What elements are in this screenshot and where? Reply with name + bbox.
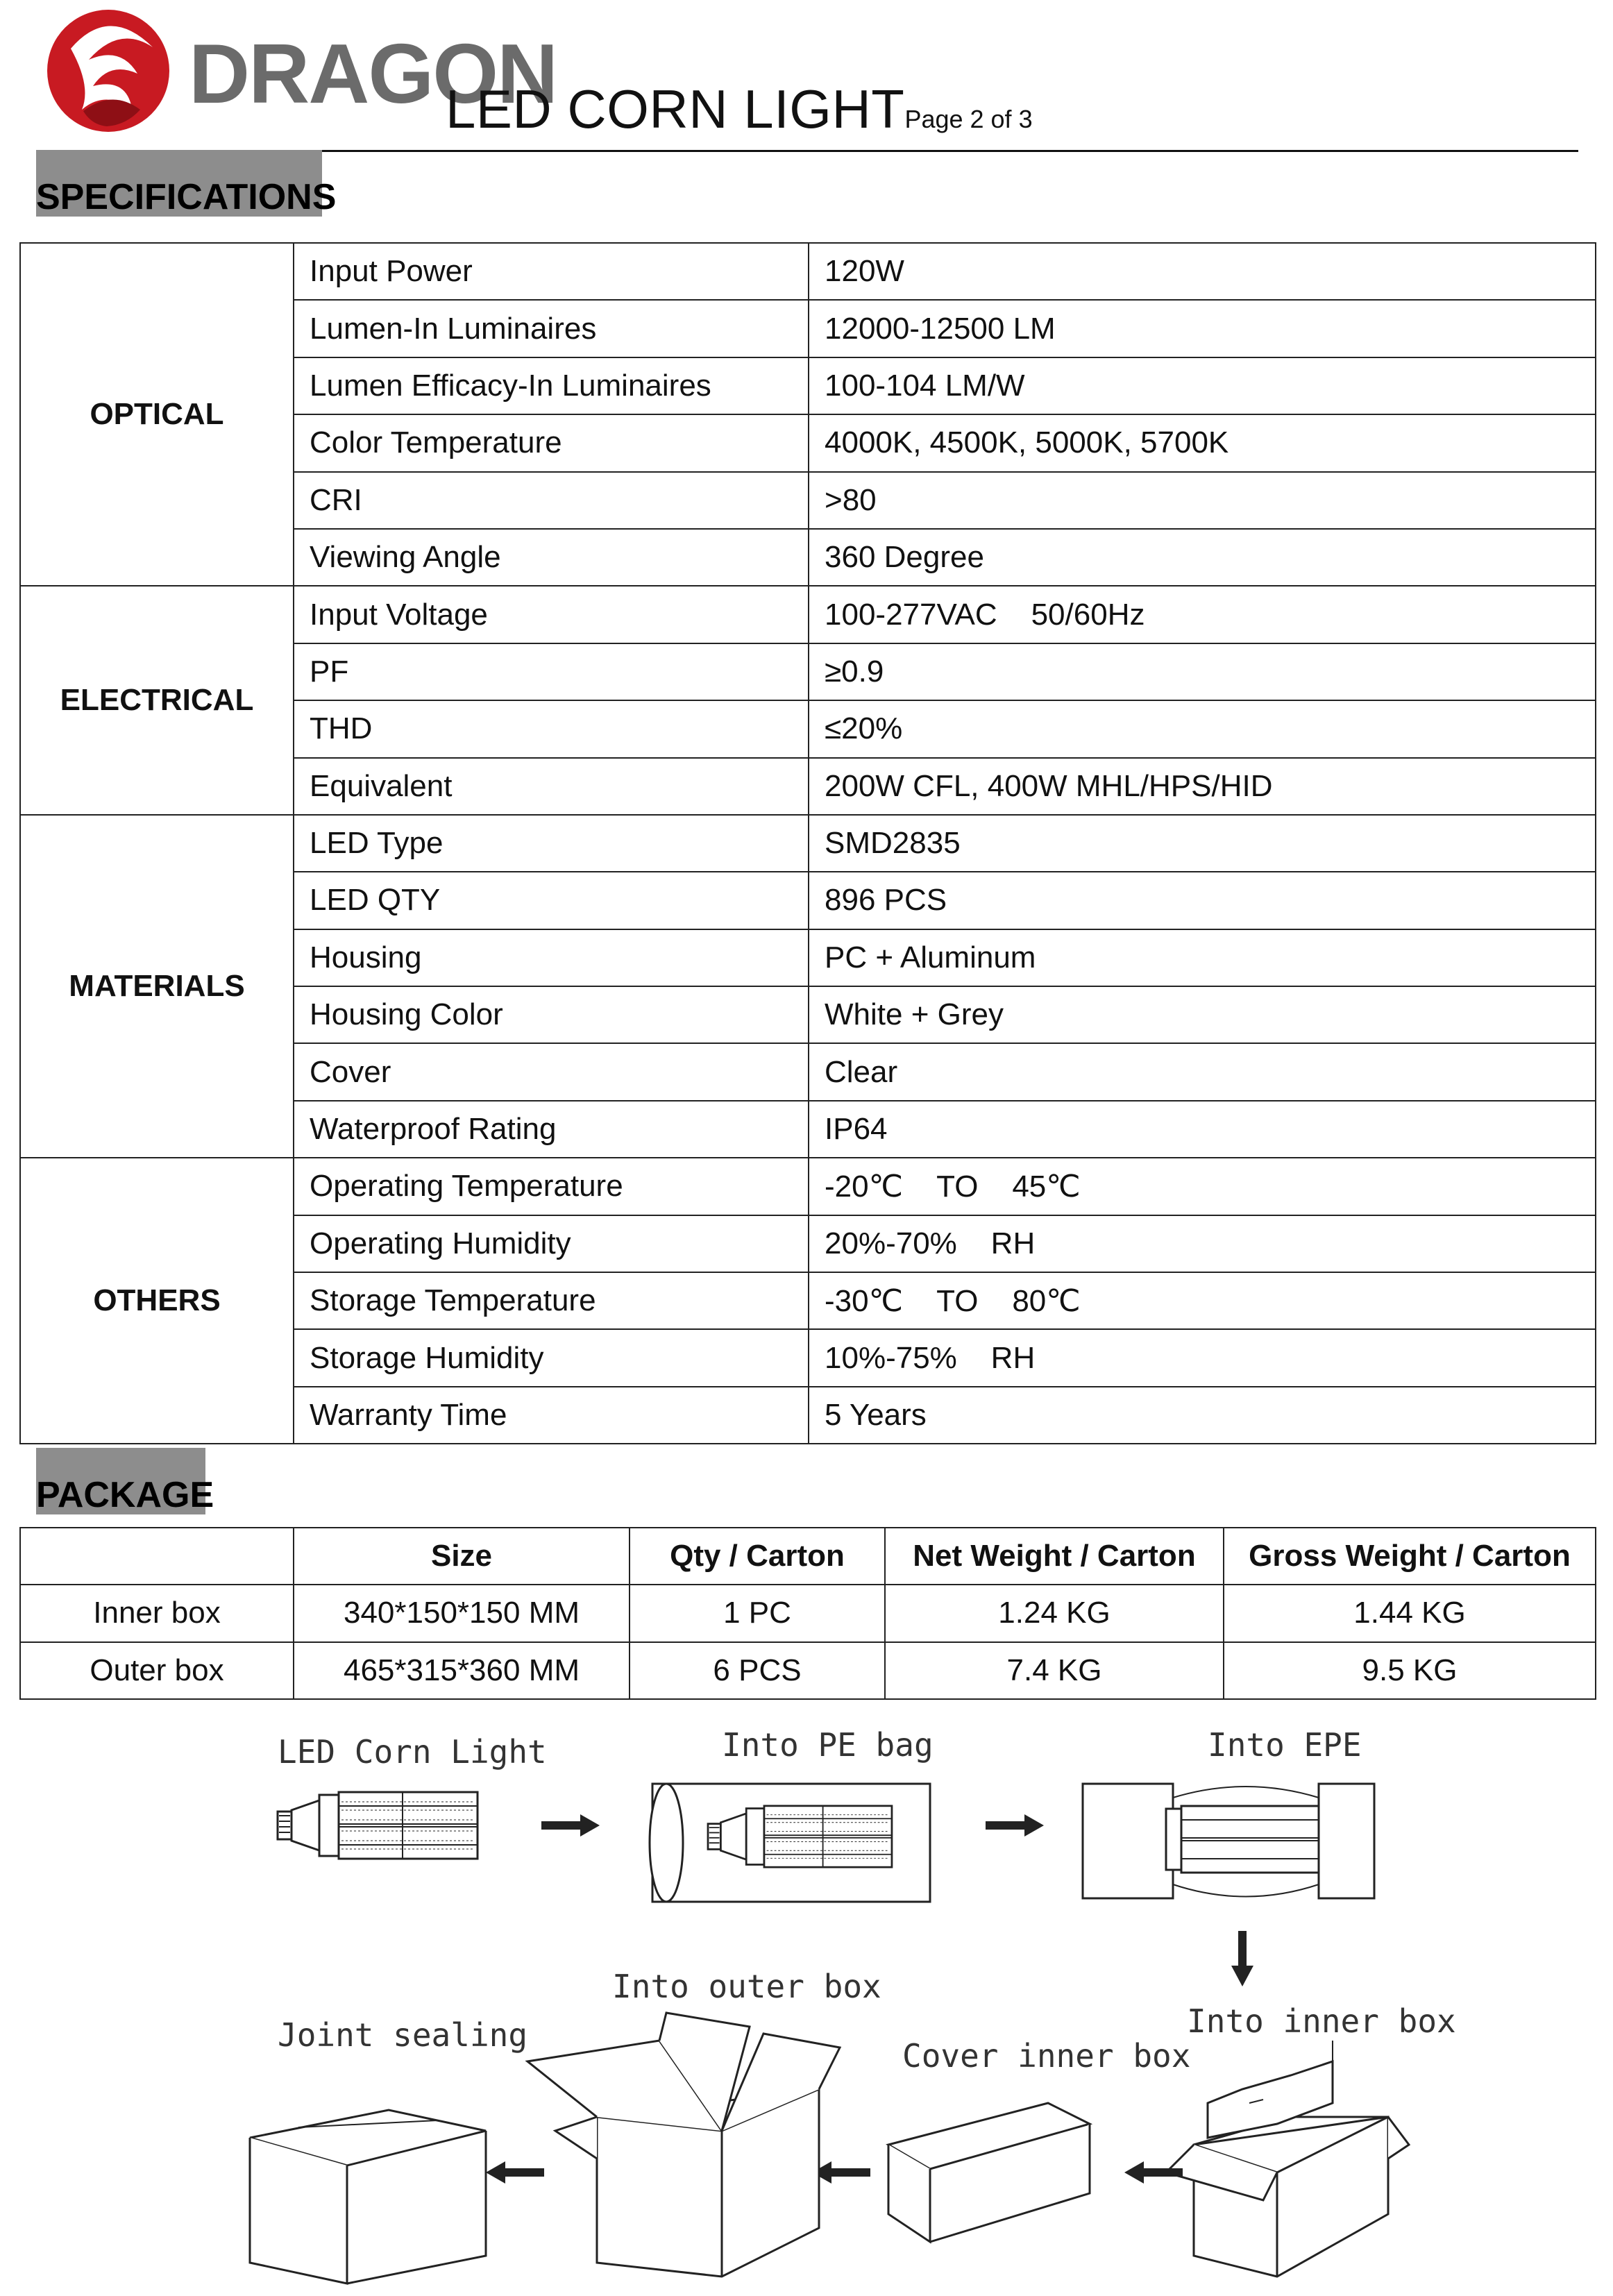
spec-label: Warranty Time bbox=[294, 1387, 809, 1444]
arrow-right-icon bbox=[986, 1814, 1044, 1837]
spec-value: 200W CFL, 400W MHL/HPS/HID bbox=[809, 758, 1596, 815]
table-row bbox=[20, 1158, 1596, 1215]
step-label-cover-inner-box: Cover inner box bbox=[902, 2037, 1191, 2075]
dragon-logo bbox=[43, 6, 557, 137]
table-row bbox=[20, 815, 1596, 872]
spec-label: Housing bbox=[294, 929, 809, 986]
step-label-into-epe: Into EPE bbox=[1208, 1726, 1362, 1764]
brand-name: DRAGON bbox=[189, 26, 557, 121]
column-header: Size bbox=[294, 1528, 630, 1585]
arrow-left-icon bbox=[812, 2161, 870, 2184]
step-label-led-corn-light: LED Corn Light bbox=[278, 1733, 547, 1771]
package-heading: PACKAGE bbox=[36, 1448, 205, 1514]
spec-value: PC + Aluminum bbox=[809, 929, 1596, 986]
spec-value: >80 bbox=[809, 472, 1596, 529]
spec-value: 100-277VAC 50/60Hz bbox=[809, 586, 1596, 643]
page-info: Page 2 of 3 bbox=[904, 105, 1033, 133]
inner-box-drawing bbox=[1166, 2041, 1409, 2277]
spec-label: Color Temperature bbox=[294, 414, 809, 471]
spec-label: CRI bbox=[294, 472, 809, 529]
table-cell: 6 PCS bbox=[630, 1642, 885, 1699]
spec-label: Storage Humidity bbox=[294, 1329, 809, 1386]
sealed-box-drawing bbox=[250, 2110, 486, 2284]
spec-label: Cover bbox=[294, 1043, 809, 1100]
spec-value: SMD2835 bbox=[809, 815, 1596, 872]
group-others: OTHERS bbox=[20, 1158, 294, 1444]
table-row bbox=[20, 1585, 1596, 1641]
pe-bag-drawing bbox=[650, 1784, 930, 1902]
spec-label: Housing Color bbox=[294, 986, 809, 1043]
arrow-down-icon bbox=[1231, 1931, 1253, 1986]
package-table bbox=[19, 1527, 1596, 1700]
step-label-into-inner-box: Into inner box bbox=[1187, 2002, 1456, 2040]
column-header: Net Weight / Carton bbox=[885, 1528, 1224, 1585]
table-row bbox=[20, 1642, 1596, 1699]
spec-value: -20℃ TO 45℃ bbox=[809, 1158, 1596, 1215]
spec-value: White + Grey bbox=[809, 986, 1596, 1043]
spec-label: Input Voltage bbox=[294, 586, 809, 643]
spec-value: 120W bbox=[809, 243, 1596, 300]
spec-label: Viewing Angle bbox=[294, 529, 809, 586]
table-cell: 7.4 KG bbox=[885, 1642, 1224, 1699]
spec-value: 10%-75% RH bbox=[809, 1329, 1596, 1386]
spec-label: Input Power bbox=[294, 243, 809, 300]
outer-box-drawing bbox=[527, 2013, 840, 2277]
spec-label: LED QTY bbox=[294, 872, 809, 929]
spec-label: Operating Temperature bbox=[294, 1158, 809, 1215]
spec-label: PF bbox=[294, 643, 809, 700]
group-electrical: ELECTRICAL bbox=[20, 586, 294, 815]
spec-value: 100-104 LM/W bbox=[809, 357, 1596, 414]
group-optical: OPTICAL bbox=[20, 243, 294, 586]
column-header bbox=[20, 1528, 294, 1585]
table-row bbox=[20, 586, 1596, 643]
table-cell: 1.44 KG bbox=[1224, 1585, 1596, 1641]
column-header: Gross Weight / Carton bbox=[1224, 1528, 1596, 1585]
column-header: Qty / Carton bbox=[630, 1528, 885, 1585]
spec-value: 4000K, 4500K, 5000K, 5700K bbox=[809, 414, 1596, 471]
specifications-heading: SPECIFICATIONS bbox=[36, 150, 322, 217]
table-cell: Inner box bbox=[20, 1585, 294, 1641]
arrow-left-icon bbox=[486, 2161, 544, 2184]
step-label-joint-sealing: Joint sealing bbox=[278, 2016, 528, 2054]
spec-label: Waterproof Rating bbox=[294, 1101, 809, 1158]
step-label-into-outer-box: Into outer box bbox=[612, 1968, 881, 2005]
document-title: LED CORN LIGHTPage 2 of 3 bbox=[446, 78, 1033, 140]
spec-value: Clear bbox=[809, 1043, 1596, 1100]
spec-label: LED Type bbox=[294, 815, 809, 872]
packaging-steps-illustration bbox=[208, 1714, 1456, 2284]
table-cell: 9.5 KG bbox=[1224, 1642, 1596, 1699]
spec-value: ≤20% bbox=[809, 700, 1596, 757]
spec-value: 896 PCS bbox=[809, 872, 1596, 929]
spec-label: Lumen-In Luminaires bbox=[294, 300, 809, 357]
spec-label: THD bbox=[294, 700, 809, 757]
table-cell: 340*150*150 MM bbox=[294, 1585, 630, 1641]
table-header-row bbox=[20, 1528, 1596, 1585]
spec-value: 12000-12500 LM bbox=[809, 300, 1596, 357]
table-row bbox=[20, 243, 1596, 300]
epe-drawing bbox=[1083, 1784, 1374, 1898]
closed-inner-box-drawing bbox=[888, 2103, 1090, 2242]
arrow-right-icon bbox=[541, 1814, 600, 1837]
table-cell: Outer box bbox=[20, 1642, 294, 1699]
specifications-table bbox=[19, 242, 1596, 1444]
table-cell: 465*315*360 MM bbox=[294, 1642, 630, 1699]
table-cell: 1.24 KG bbox=[885, 1585, 1224, 1641]
group-materials: MATERIALS bbox=[20, 815, 294, 1158]
corn-light-drawing bbox=[278, 1792, 478, 1859]
table-cell: 1 PC bbox=[630, 1585, 885, 1641]
spec-label: Storage Temperature bbox=[294, 1272, 809, 1329]
spec-label: Equivalent bbox=[294, 758, 809, 815]
spec-value: 20%-70% RH bbox=[809, 1215, 1596, 1272]
step-label-into-pe-bag: Into PE bag bbox=[722, 1726, 934, 1764]
spec-label: Lumen Efficacy-In Luminaires bbox=[294, 357, 809, 414]
spec-label: Operating Humidity bbox=[294, 1215, 809, 1272]
spec-value: -30℃ TO 80℃ bbox=[809, 1272, 1596, 1329]
spec-value: 5 Years bbox=[809, 1387, 1596, 1444]
spec-value: IP64 bbox=[809, 1101, 1596, 1158]
spec-value: ≥0.9 bbox=[809, 643, 1596, 700]
spec-value: 360 Degree bbox=[809, 529, 1596, 586]
